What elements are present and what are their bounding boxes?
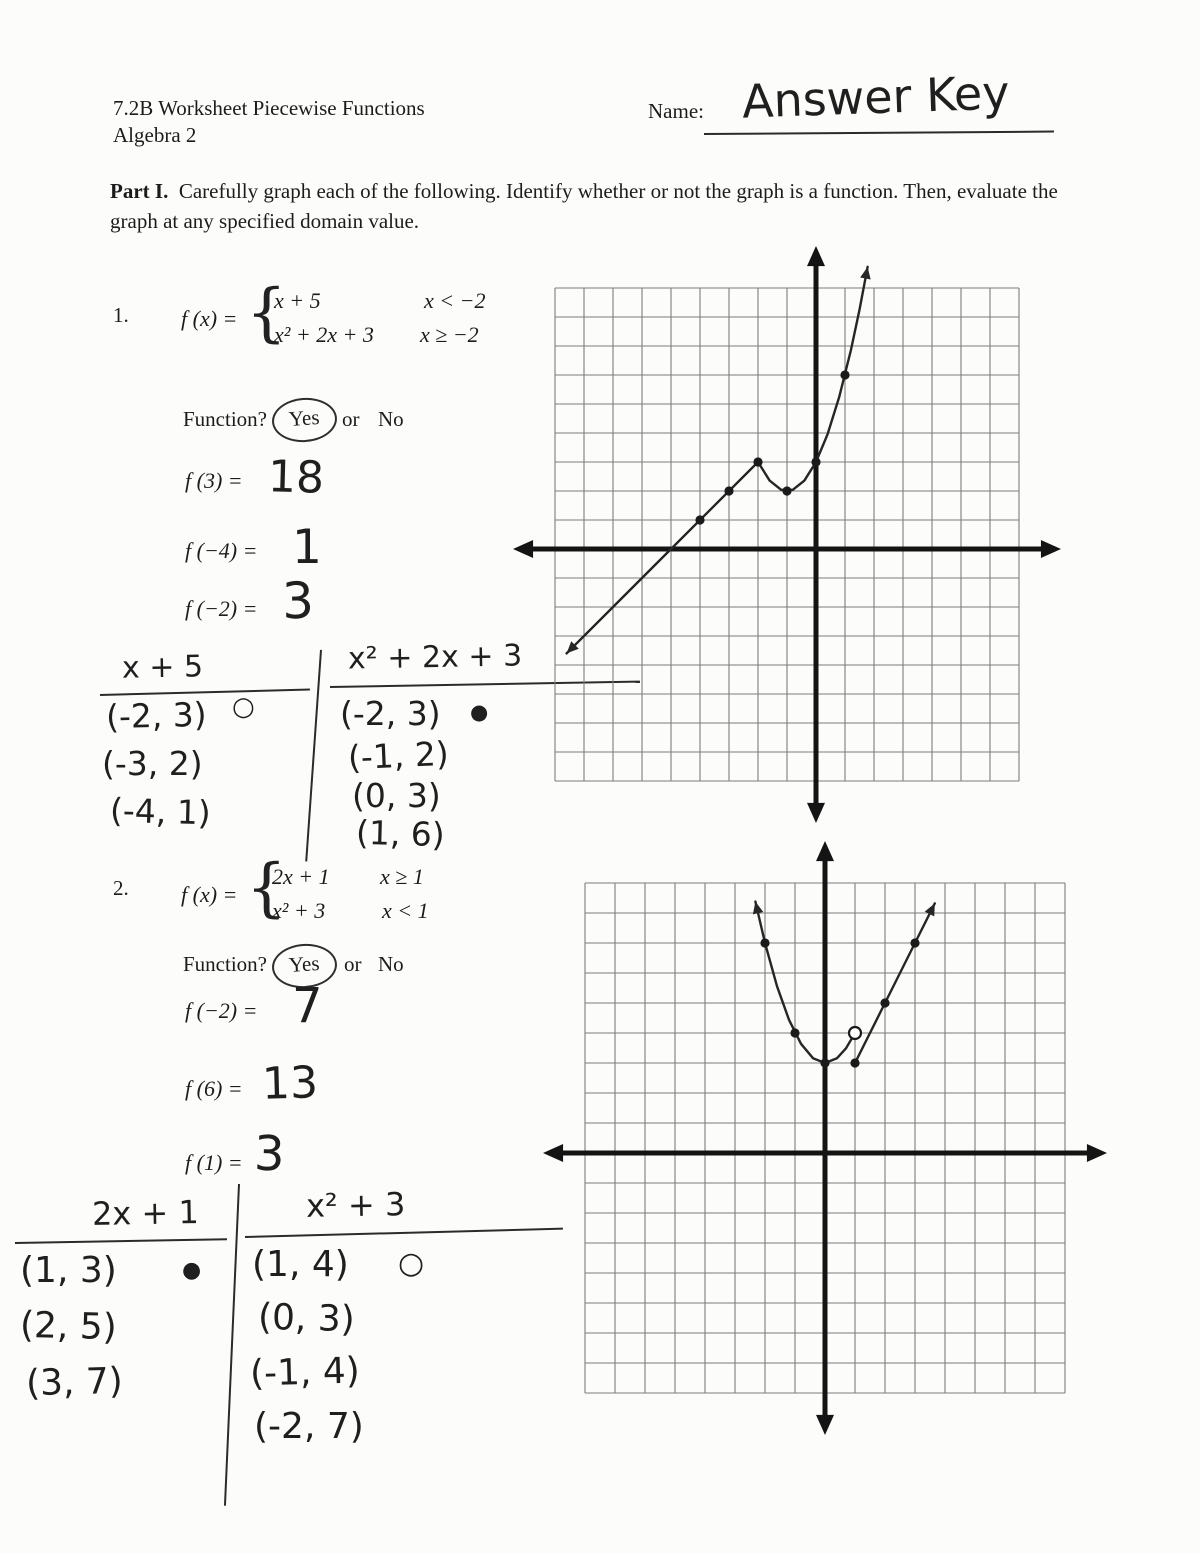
part1-instructions	[110, 176, 1060, 237]
problem2-fx: f (x) =	[181, 882, 238, 907]
worksheet-subtitle: Algebra 2	[113, 123, 197, 147]
problem2-eval3-answer: 3	[253, 1125, 286, 1183]
problem2-eval3-label: f (1) =	[185, 1150, 243, 1175]
graph-2	[540, 838, 1110, 1438]
table2-divider	[224, 1184, 240, 1506]
problem2-piece1-cond: x ≥ 1	[380, 864, 424, 889]
problem1-piece2-cond: x ≥ −2	[420, 322, 479, 347]
filled-circle-marker: ●	[470, 700, 489, 724]
problem2-piece2-expr: x² + 3	[272, 898, 326, 923]
filled-circle-marker: ●	[182, 1258, 202, 1283]
table1-right-row: (-2, 3)	[340, 694, 441, 733]
table2-right-row: (0, 3)	[257, 1296, 356, 1341]
table1-left-row: (-4, 1)	[109, 790, 212, 833]
table2-left-row: (1, 3)	[20, 1250, 117, 1291]
problem2-no-label: No	[378, 952, 404, 976]
table1-right-row: (1, 6)	[355, 812, 446, 855]
problem2-eval1-label: f (−2) =	[185, 998, 258, 1023]
part1-text: Carefully graph each of the following. Identify whether or not the graph is a function. Then, evaluate the graph at any specified domain value.	[110, 179, 1058, 234]
table1-right-header: x² + 2x + 3	[347, 638, 523, 677]
table1-right-row: (-1, 2)	[347, 733, 450, 778]
name-label: Name:	[648, 99, 704, 123]
problem2-or-label: or	[344, 952, 362, 976]
problem1-or-label: or	[342, 407, 360, 431]
problem1-brace: {	[246, 276, 287, 350]
part1-label: Part I.	[110, 179, 169, 203]
problem1-yes-label: Yes	[288, 404, 321, 432]
worksheet-title: 7.2B Worksheet Piecewise Functions	[113, 96, 425, 120]
problem1-no-label: No	[378, 407, 404, 431]
table1-left-row: (-3, 2)	[102, 744, 203, 783]
problem2-eval1-answer: 7	[292, 978, 323, 1034]
table2-right-row: (1, 4)	[252, 1244, 349, 1285]
problem2-piece2-cond: x < 1	[382, 898, 429, 923]
problem1-eval2-label: f (−4) =	[185, 538, 258, 563]
problem2-number: 2.	[113, 876, 129, 900]
problem1-eval1-answer: 18	[267, 451, 325, 504]
problem1-piece2-expr: x² + 2x + 3	[274, 322, 374, 347]
table1-divider	[305, 650, 322, 862]
graph-1	[510, 243, 1064, 826]
open-circle-marker: ○	[232, 692, 255, 722]
problem2-piece1-expr: 2x + 1	[272, 864, 330, 889]
problem1-piece1-cond: x < −2	[424, 288, 486, 313]
problem1-eval3-label: f (−2) =	[185, 596, 258, 621]
problem2-yes-label: Yes	[288, 950, 321, 978]
table2-right-header: x² + 3	[305, 1185, 406, 1225]
problem1-piece1-expr: x + 5	[274, 288, 321, 313]
table2-left-row: (2, 5)	[19, 1304, 118, 1349]
table2-right-row: (-2, 7)	[254, 1406, 364, 1447]
problem2-eval2-answer: 13	[261, 1057, 319, 1110]
problem2-function-question: Function?	[183, 952, 267, 976]
problem2-brace: {	[246, 851, 287, 925]
table2-right-row: (-1, 4)	[249, 1350, 361, 1395]
table2-header-rule-left	[15, 1238, 227, 1244]
problem1-function-question: Function?	[183, 407, 267, 431]
problem1-number: 1.	[113, 303, 129, 327]
open-circle-marker: ○	[398, 1246, 425, 1281]
table2-left-row: (3, 7)	[25, 1360, 124, 1405]
problem2-eval2-label: f (6) =	[185, 1076, 243, 1101]
table1-right-row: (0, 3)	[352, 776, 441, 815]
problem1-eval2-answer: 1	[292, 520, 322, 575]
name-answer-handwriting: Answer Key	[741, 65, 1011, 129]
name-underline	[704, 131, 1054, 136]
problem1-eval3-answer: 3	[281, 571, 315, 631]
table1-left-header: x + 5	[121, 649, 204, 686]
table2-left-header: 2x + 1	[91, 1193, 200, 1233]
problem1-yes-circled	[271, 396, 338, 444]
table1-left-row: (-2, 3)	[105, 694, 208, 737]
problem1-eval1-label: f (3) =	[185, 468, 243, 493]
table2-header-rule-right	[245, 1228, 563, 1239]
problem1-fx: f (x) =	[181, 306, 238, 331]
